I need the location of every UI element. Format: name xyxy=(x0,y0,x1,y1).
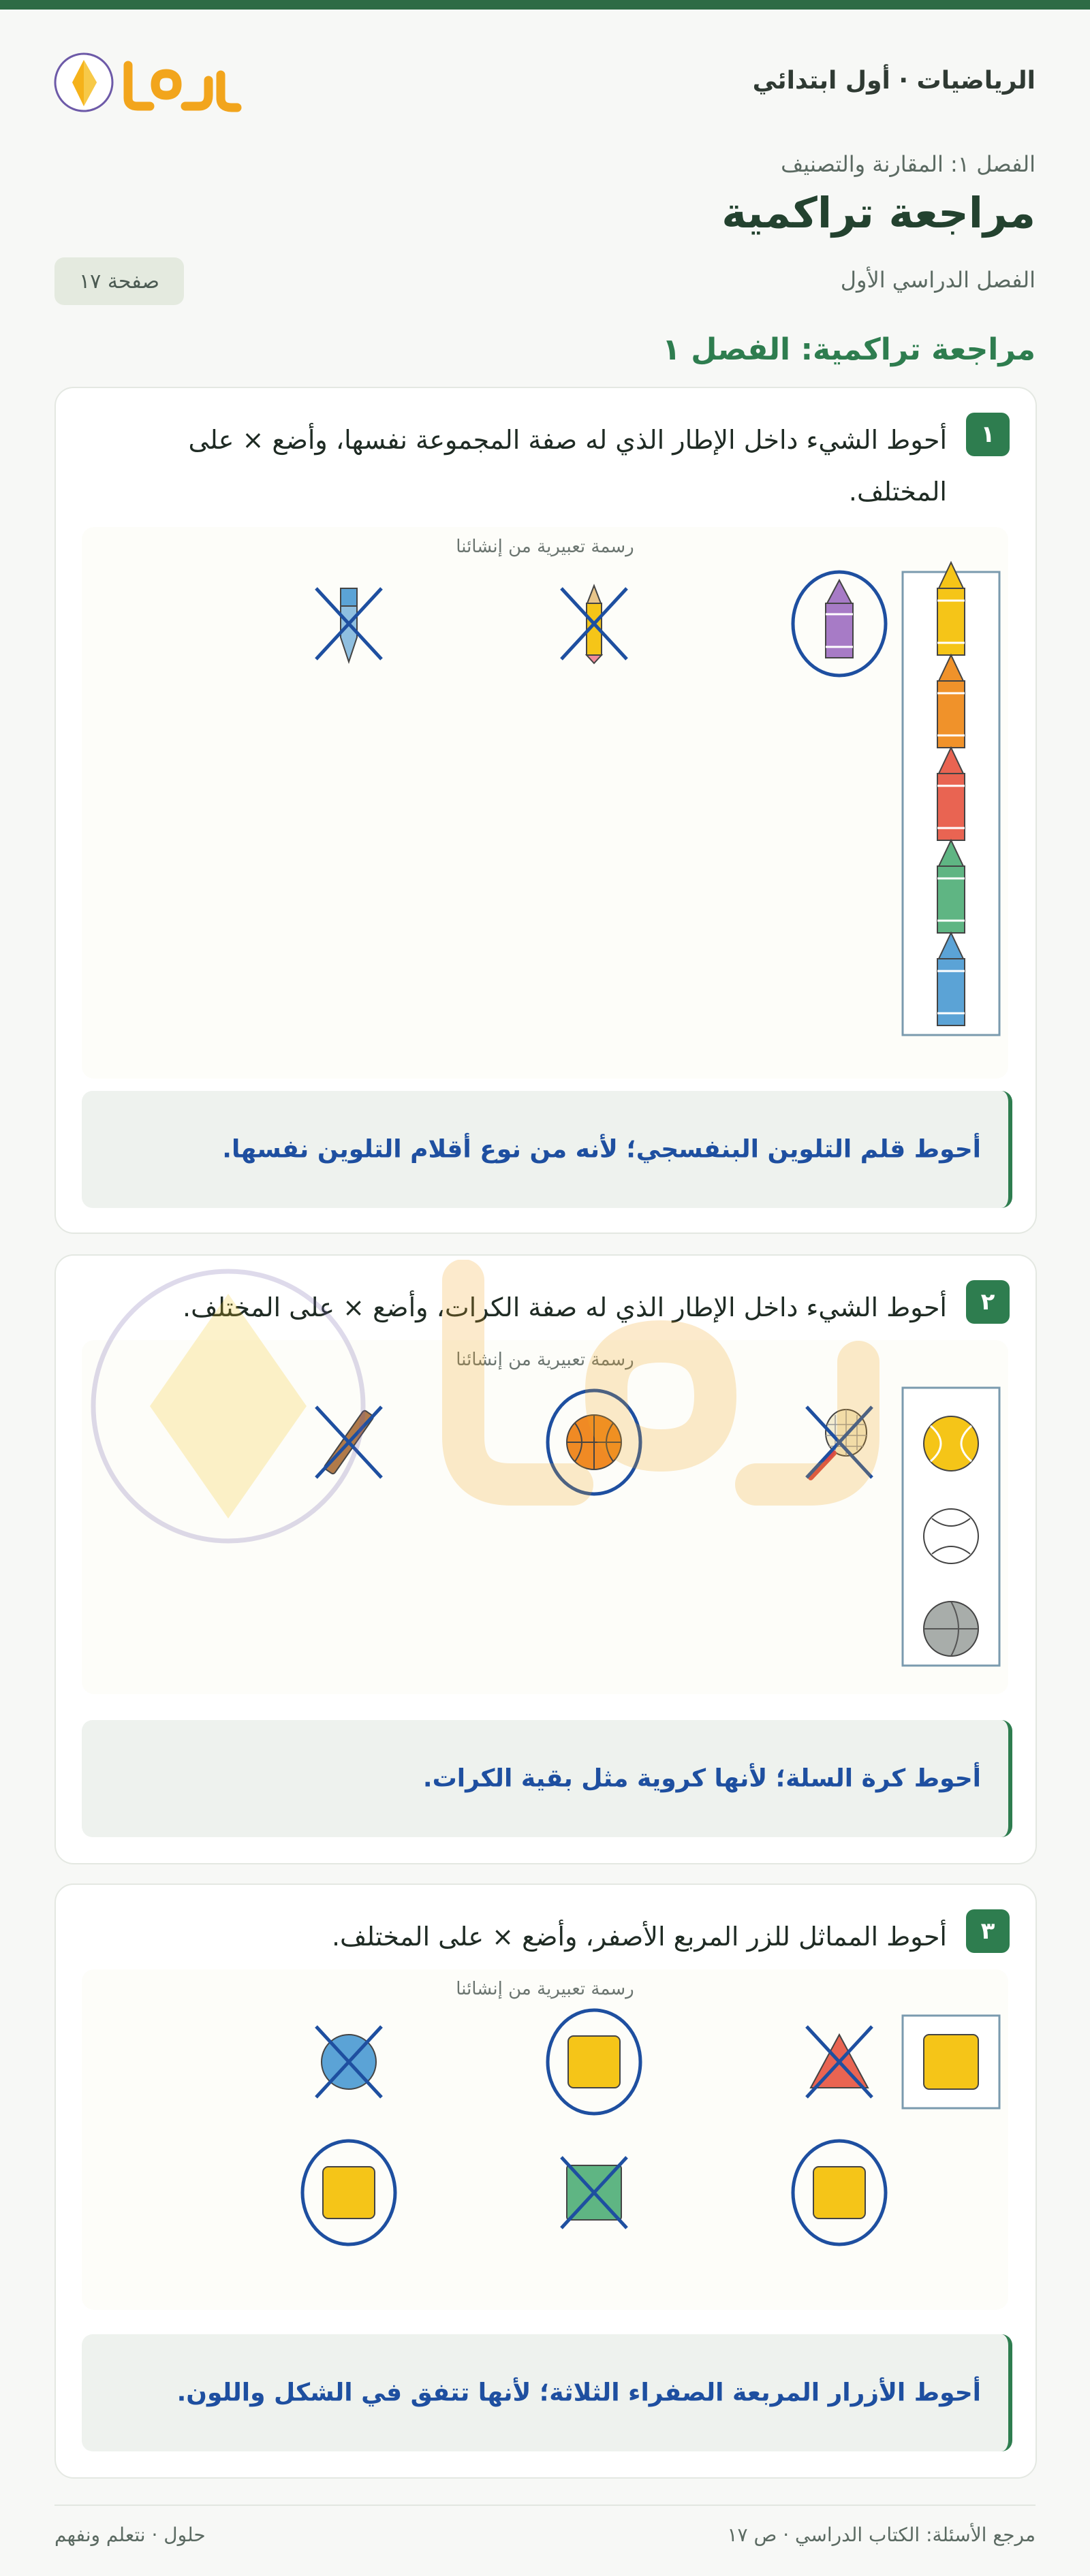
circle-blue-button-icon xyxy=(316,2026,382,2097)
illustration-canvas xyxy=(82,527,1008,1079)
footer-tagline: حلول · نتعلم ونفهم xyxy=(54,2524,206,2546)
semester-label: الفصل الدراسي الأول xyxy=(840,267,1036,293)
question-number: ١ xyxy=(966,413,1010,456)
ball-gray-icon xyxy=(924,1602,978,1656)
illustration-caption: رسمة تعبيرية من إنشائنا xyxy=(456,537,634,557)
illustration-canvas xyxy=(82,1340,1008,1694)
answer-box xyxy=(82,1091,1012,1208)
page-title: مراجعة تراكمية xyxy=(721,188,1036,238)
pen-blue-icon xyxy=(316,588,382,662)
question-text: أحوط المماثل للزر المربع الأصفر، وأضع × على المختلف. xyxy=(331,1922,947,1952)
square-yellow-button-icon xyxy=(793,2141,886,2244)
question-card-3 xyxy=(54,1883,1037,2479)
answer-box xyxy=(82,1720,1012,1837)
ball-yellow-icon xyxy=(924,1416,978,1471)
square-green-button-icon xyxy=(561,2157,627,2228)
illustration-caption: رسمة تعبيرية من إنشائنا xyxy=(456,1979,634,1999)
cross-mark xyxy=(316,1407,382,1478)
racket-icon xyxy=(807,1407,872,1478)
stick-icon xyxy=(316,1407,382,1478)
chapter-label: الفصل ١: المقارنة والتصنيف xyxy=(781,151,1036,177)
question-card-2 xyxy=(54,1254,1037,1864)
brand-logo xyxy=(53,45,244,120)
triangle-red-button-icon xyxy=(807,2026,872,2097)
question-card-1 xyxy=(54,387,1037,1234)
header-subject: الرياضيات · أول ابتدائي xyxy=(752,67,1036,95)
crayon-purple-icon xyxy=(793,572,886,675)
illustration-caption: رسمة تعبيرية من إنشائنا xyxy=(456,1350,634,1370)
illustration xyxy=(82,1340,1008,1694)
answer-text: أحوط الأزرار المربعة الصفراء الثلاثة؛ لأنها تتفق في الشكل واللون. xyxy=(176,2379,981,2407)
answer-box xyxy=(82,2334,1012,2451)
question-text: أحوط الشيء داخل الإطار الذي له صفة الكرات، وأضع × على المختلف. xyxy=(182,1292,947,1322)
question-text: أحوط الشيء داخل الإطار الذي له صفة المجموعة نفسها، وأضع × على المختلف. xyxy=(188,425,947,507)
square-yellow-button-icon xyxy=(548,2010,640,2114)
ball-white-icon xyxy=(924,1509,978,1563)
question-number: ٢ xyxy=(966,1280,1010,1324)
square-yellow-button-icon xyxy=(924,2035,978,2089)
illustration xyxy=(82,1969,1008,2310)
footer-source: مرجع الأسئلة: الكتاب الدراسي · ص ١٧ xyxy=(727,2524,1036,2546)
illustration-canvas xyxy=(82,1969,1008,2310)
answer-text: أحوط قلم التلوين البنفسجي؛ لأنه من نوع أقلام التلوين نفسها. xyxy=(222,1135,981,1164)
footer-divider xyxy=(54,2505,1036,2506)
top-accent-bar xyxy=(0,0,1090,10)
question-number: ٣ xyxy=(966,1909,1010,1953)
square-yellow-button-icon xyxy=(302,2141,395,2244)
basketball-icon xyxy=(548,1390,640,1494)
page-badge: صفحة ١٧ xyxy=(54,257,184,305)
section-title: مراجعة تراكمية: الفصل ١ xyxy=(662,332,1036,367)
illustration xyxy=(82,527,1008,1079)
answer-text: أحوط كرة السلة؛ لأنها كروية مثل بقية الكرات. xyxy=(422,1764,981,1793)
pencil-yellow-icon xyxy=(561,586,627,663)
